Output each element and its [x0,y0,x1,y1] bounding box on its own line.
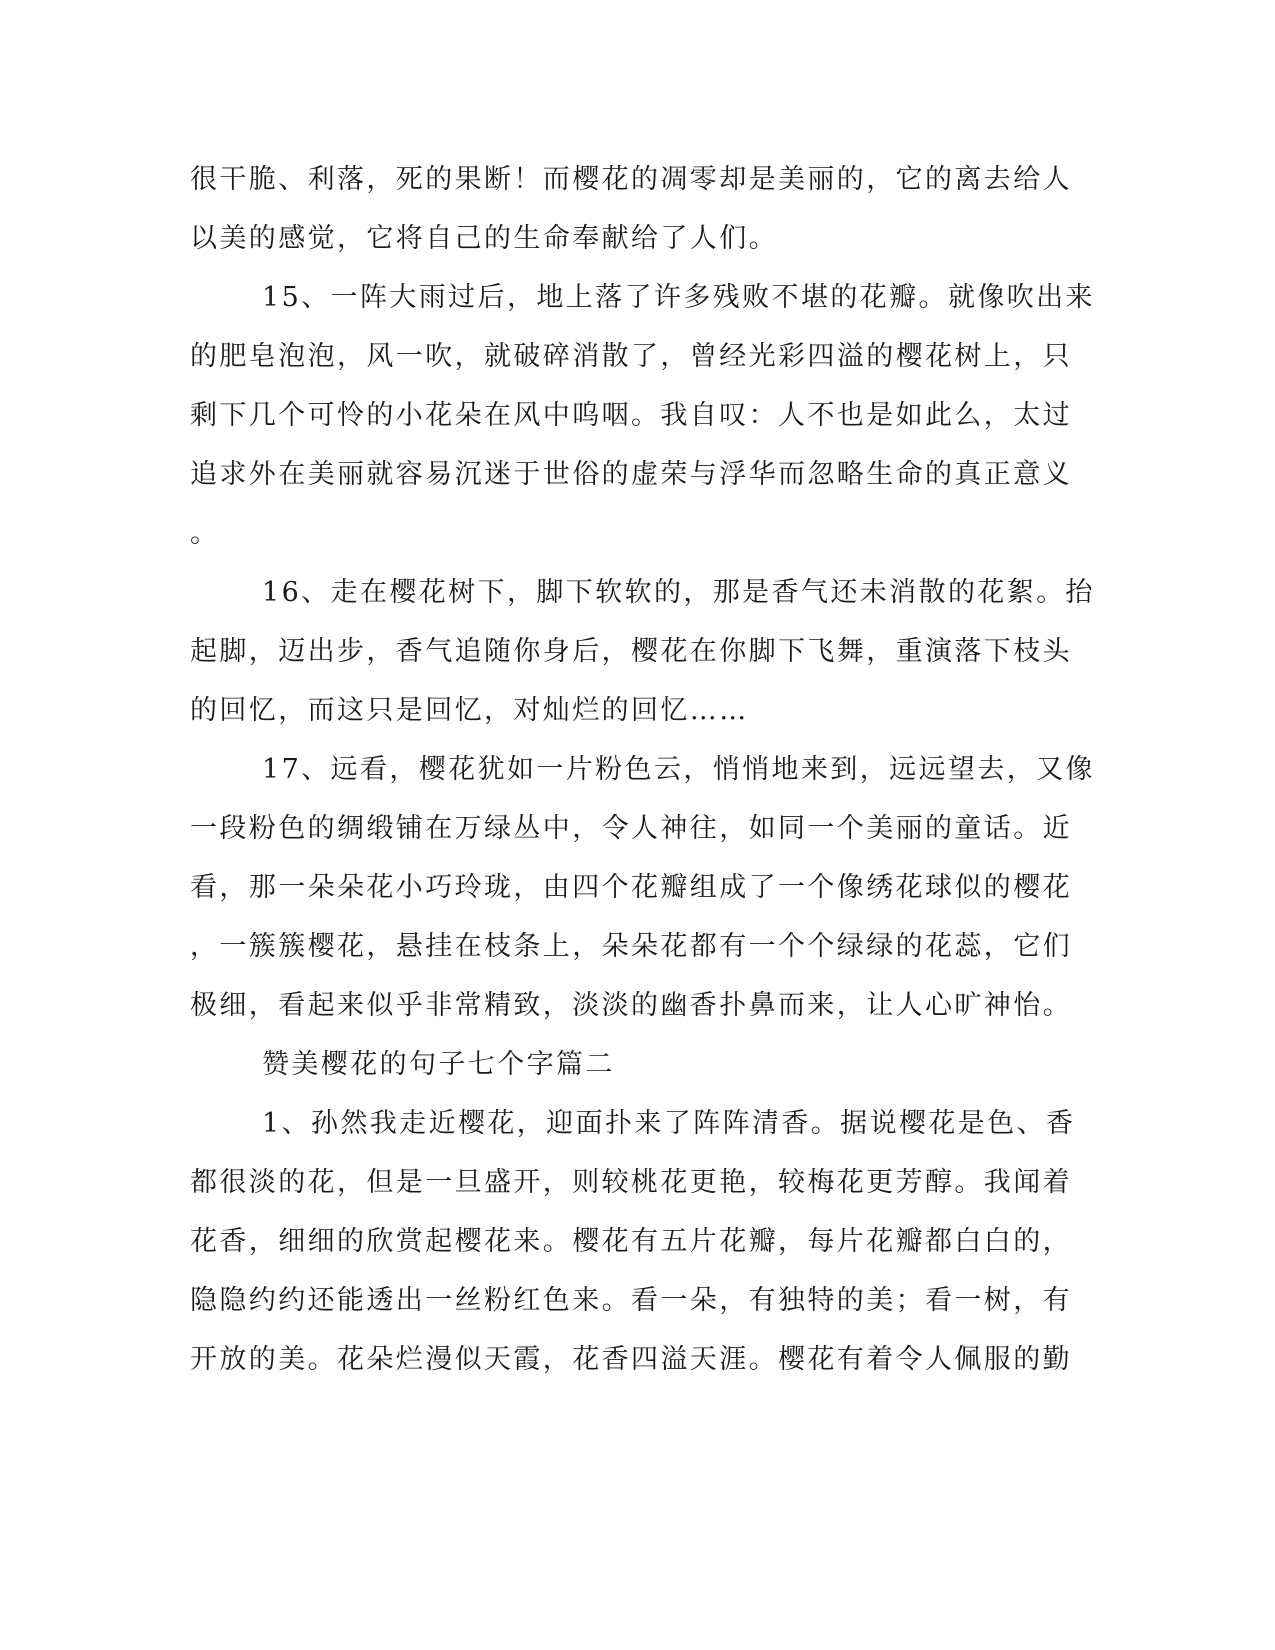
text-line: 起脚，迈出步，香气追随你身后，樱花在你脚下飞舞，重演落下枝头 [190,636,1072,667]
paragraph-17-first-line: 17、远看，樱花犹如一片粉色云，悄悄地来到，远远望去，又像 [262,754,1095,785]
text-line: ，一簇簇樱花，悬挂在枝条上，朵朵花都有一个个绿绿的花蕊，它们 [190,931,1072,962]
section-heading: 赞美樱花的句子七个字篇二 [262,1049,615,1080]
text-line: 以美的感觉，它将自己的生命奉献给了人们。 [190,223,778,254]
text-line: 极细，看起来似乎非常精致，淡淡的幽香扑鼻而来，让人心旷神怡。 [190,990,1072,1021]
text-line: 看，那一朵朵花小巧玲珑，由四个花瓣组成了一个像绣花球似的樱花 [190,872,1072,903]
text-line: 剩下几个可怜的小花朵在风中呜咽。我自叹：人不也是如此么，太过 [190,400,1072,431]
text-line: 隐隐约约还能透出一丝粉红色来。看一朵，有独特的美；看一树，有 [190,1285,1072,1316]
text-line: 的回忆，而这只是回忆，对灿烂的回忆…… [190,695,749,726]
text-line: 追求外在美丽就容易沉迷于世俗的虚荣与浮华而忽略生命的真正意义 [190,459,1072,490]
text-line: 都很淡的花，但是一旦盛开，则较桃花更艳，较梅花更芳醇。我闻着 [190,1167,1072,1198]
text-line: 花香，细细的欣赏起樱花来。樱花有五片花瓣，每片花瓣都白白的， [190,1226,1072,1257]
text-line: 。 [190,518,220,549]
text-line: 一段粉色的绸缎铺在万绿丛中，令人神往，如同一个美丽的童话。近 [190,813,1072,844]
text-line: 的肥皂泡泡，风一吹，就破碎消散了，曾经光彩四溢的樱花树上，只 [190,341,1072,372]
paragraph-16-first-line: 16、走在樱花树下，脚下软软的，那是香气还未消散的花絮。抬 [262,577,1095,608]
paragraph-15-first-line: 15、一阵大雨过后，地上落了许多残败不堪的花瓣。就像吹出来 [262,282,1095,313]
text-line: 很干脆、利落，死的果断！而樱花的凋零却是美丽的，它的离去给人 [190,164,1072,195]
text-line: 开放的美。花朵烂漫似天霞，花香四溢天涯。樱花有着令人佩服的勤 [190,1344,1072,1375]
paragraph-1-first-line: 1、孙然我走近樱花，迎面扑来了阵阵清香。据说樱花是色、香 [262,1108,1076,1139]
